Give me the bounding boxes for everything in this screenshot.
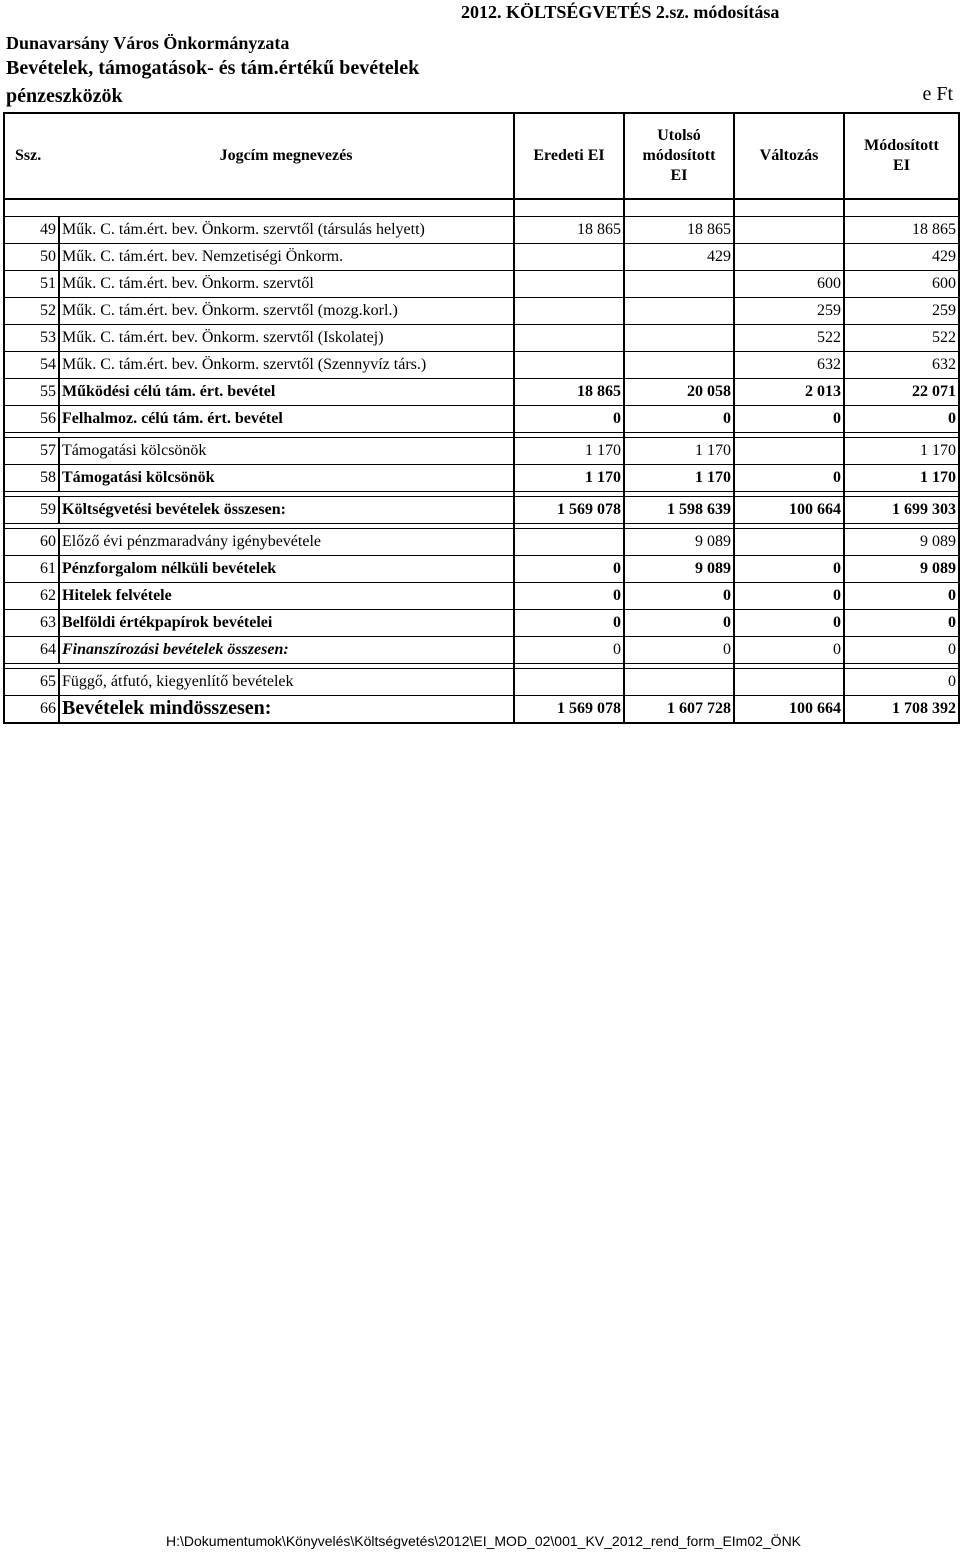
cell-last-modified: 1 598 639 xyxy=(624,497,734,524)
cell-modified: 429 xyxy=(844,244,959,271)
cell-original: 18 865 xyxy=(514,379,624,406)
row-label: Pénzforgalom nélküli bevételek xyxy=(59,556,514,583)
row-index: 55 xyxy=(4,379,59,406)
table-row xyxy=(4,465,959,492)
col-header-modified-line2: EI xyxy=(893,157,910,174)
col-header-original: Eredeti EI xyxy=(514,113,624,199)
cell-modified: 1 170 xyxy=(844,465,959,492)
cell-last-modified: 0 xyxy=(624,583,734,610)
cell-change xyxy=(734,529,844,556)
row-label: Műk. C. tám.ért. bev. Önkorm. szervtől (mozg.korl.) xyxy=(59,298,514,325)
cell-change: 259 xyxy=(734,298,844,325)
cell-last-modified: 20 058 xyxy=(624,379,734,406)
cell-original xyxy=(514,271,624,298)
cell-modified: 1 699 303 xyxy=(844,497,959,524)
cell-change: 0 xyxy=(734,406,844,433)
cell-last-modified: 9 089 xyxy=(624,529,734,556)
cell-original xyxy=(514,352,624,379)
row-index: 57 xyxy=(4,438,59,465)
cell-last-modified: 1 170 xyxy=(624,438,734,465)
cell-change: 100 664 xyxy=(734,696,844,723)
cell-modified: 0 xyxy=(844,610,959,637)
budget-table xyxy=(3,112,960,724)
cell-original xyxy=(514,669,624,696)
table-subtitle-line1: Bevételek, támogatások- és tám.értékű bevételek xyxy=(6,57,420,79)
table-row xyxy=(4,438,959,465)
cell-original: 0 xyxy=(514,610,624,637)
cell-last-modified: 1 170 xyxy=(624,465,734,492)
header-spacer-row xyxy=(4,199,959,217)
cell-modified: 259 xyxy=(844,298,959,325)
row-label: Műk. C. tám.ért. bev. Önkorm. szervtől (társulás helyett) xyxy=(59,217,514,244)
row-label: Támogatási kölcsönök xyxy=(59,438,514,465)
table-row xyxy=(4,610,959,637)
table-row xyxy=(4,271,959,298)
cell-change: 0 xyxy=(734,556,844,583)
table-row xyxy=(4,529,959,556)
row-index: 49 xyxy=(4,217,59,244)
row-index: 56 xyxy=(4,406,59,433)
col-header-last-modified-line2: módosított xyxy=(642,147,716,164)
cell-change: 2 013 xyxy=(734,379,844,406)
row-index: 50 xyxy=(4,244,59,271)
cell-original: 1 569 078 xyxy=(514,696,624,723)
cell-last-modified: 0 xyxy=(624,637,734,664)
cell-original xyxy=(514,244,624,271)
row-index: 53 xyxy=(4,325,59,352)
row-label: Költségvetési bevételek összesen: xyxy=(59,497,514,524)
cell-modified: 22 071 xyxy=(844,379,959,406)
table-subtitle-line2: pénzeszközök xyxy=(6,85,123,107)
cell-modified: 18 865 xyxy=(844,217,959,244)
col-header-modified-line1: Módosított xyxy=(864,137,939,154)
row-label: Hitelek felvétele xyxy=(59,583,514,610)
cell-change: 522 xyxy=(734,325,844,352)
row-label: Műk. C. tám.ért. bev. Önkorm. szervtől (Szennyvíz társ.) xyxy=(59,352,514,379)
cell-modified: 9 089 xyxy=(844,529,959,556)
table-row xyxy=(4,637,959,664)
row-label: Előző évi pénzmaradvány igénybevétele xyxy=(59,529,514,556)
row-label: Bevételek mindösszesen: xyxy=(59,696,514,723)
cell-modified: 1 708 392 xyxy=(844,696,959,723)
cell-last-modified: 0 xyxy=(624,610,734,637)
cell-change xyxy=(734,669,844,696)
cell-last-modified xyxy=(624,298,734,325)
row-index: 52 xyxy=(4,298,59,325)
cell-modified: 9 089 xyxy=(844,556,959,583)
row-label: Támogatási kölcsönök xyxy=(59,465,514,492)
cell-modified: 0 xyxy=(844,637,959,664)
cell-original: 18 865 xyxy=(514,217,624,244)
cell-modified: 1 170 xyxy=(844,438,959,465)
cell-last-modified: 18 865 xyxy=(624,217,734,244)
row-index: 59 xyxy=(4,497,59,524)
table-row xyxy=(4,352,959,379)
cell-modified: 600 xyxy=(844,271,959,298)
col-header-change: Változás xyxy=(734,113,844,199)
table-row xyxy=(4,406,959,433)
cell-modified: 522 xyxy=(844,325,959,352)
table-header-row xyxy=(4,113,959,199)
cell-change xyxy=(734,217,844,244)
cell-original: 0 xyxy=(514,637,624,664)
cell-last-modified xyxy=(624,325,734,352)
row-label: Felhalmoz. célú tám. ért. bevétel xyxy=(59,406,514,433)
row-index: 66 xyxy=(4,696,59,723)
row-index: 54 xyxy=(4,352,59,379)
row-index: 63 xyxy=(4,610,59,637)
col-header-last-modified xyxy=(624,113,734,199)
cell-original: 1 170 xyxy=(514,465,624,492)
cell-modified: 0 xyxy=(844,406,959,433)
table-row xyxy=(4,217,959,244)
table-row xyxy=(4,298,959,325)
cell-change: 100 664 xyxy=(734,497,844,524)
cell-original xyxy=(514,298,624,325)
row-index: 64 xyxy=(4,637,59,664)
row-index: 62 xyxy=(4,583,59,610)
cell-original xyxy=(514,529,624,556)
cell-original xyxy=(514,325,624,352)
row-index: 58 xyxy=(4,465,59,492)
cell-change: 0 xyxy=(734,583,844,610)
row-index: 65 xyxy=(4,669,59,696)
row-index: 60 xyxy=(4,529,59,556)
table-row xyxy=(4,669,959,696)
table-row xyxy=(4,497,959,524)
cell-change: 0 xyxy=(734,637,844,664)
cell-last-modified: 1 607 728 xyxy=(624,696,734,723)
cell-change: 0 xyxy=(734,610,844,637)
col-header-modified xyxy=(844,113,959,199)
table-row xyxy=(4,379,959,406)
currency-unit: e Ft xyxy=(922,83,953,105)
cell-original: 0 xyxy=(514,406,624,433)
row-label: Finanszírozási bevételek összesen: xyxy=(59,637,514,664)
cell-original: 0 xyxy=(514,583,624,610)
row-label: Működési célú tám. ért. bevétel xyxy=(59,379,514,406)
organization-name: Dunavarsány Város Önkormányzata xyxy=(6,33,290,53)
col-header-ssz: Ssz. xyxy=(4,113,59,199)
cell-last-modified xyxy=(624,352,734,379)
cell-change: 0 xyxy=(734,465,844,492)
cell-modified: 0 xyxy=(844,583,959,610)
cell-last-modified: 0 xyxy=(624,406,734,433)
table-row xyxy=(4,583,959,610)
col-header-last-modified-line1: Utolsó xyxy=(657,127,701,144)
row-index: 61 xyxy=(4,556,59,583)
cell-last-modified xyxy=(624,271,734,298)
table-row xyxy=(4,244,959,271)
cell-last-modified xyxy=(624,669,734,696)
table-row xyxy=(4,556,959,583)
cell-change xyxy=(734,244,844,271)
row-index: 51 xyxy=(4,271,59,298)
cell-original: 1 569 078 xyxy=(514,497,624,524)
row-label: Műk. C. tám.ért. bev. Önkorm. szervtől xyxy=(59,271,514,298)
row-label: Belföldi értékpapírok bevételei xyxy=(59,610,514,637)
col-header-last-modified-line3: EI xyxy=(670,167,688,184)
row-label: Műk. C. tám.ért. bev. Önkorm. szervtől (Iskolatej) xyxy=(59,325,514,352)
table-row xyxy=(4,696,959,723)
cell-original: 0 xyxy=(514,556,624,583)
footer-file-path: H:\Dokumentumok\Könyvelés\Költségvetés\2012\EI_MOD_02\001_KV_2012_rend_form_EIm02_ÖNK xyxy=(166,1533,802,1549)
cell-change xyxy=(734,438,844,465)
row-label: Műk. C. tám.ért. bev. Nemzetiségi Önkorm. xyxy=(59,244,514,271)
cell-original: 1 170 xyxy=(514,438,624,465)
cell-change: 632 xyxy=(734,352,844,379)
cell-modified: 0 xyxy=(844,669,959,696)
cell-modified: 632 xyxy=(844,352,959,379)
row-label: Függő, átfutó, kiegyenlítő bevételek xyxy=(59,669,514,696)
col-header-name: Jogcím megnevezés xyxy=(59,113,514,199)
cell-last-modified: 429 xyxy=(624,244,734,271)
cell-last-modified: 9 089 xyxy=(624,556,734,583)
cell-change: 600 xyxy=(734,271,844,298)
table-row xyxy=(4,325,959,352)
document-title: 2012. KÖLTSÉGVETÉS 2.sz. módosítása xyxy=(461,2,780,22)
